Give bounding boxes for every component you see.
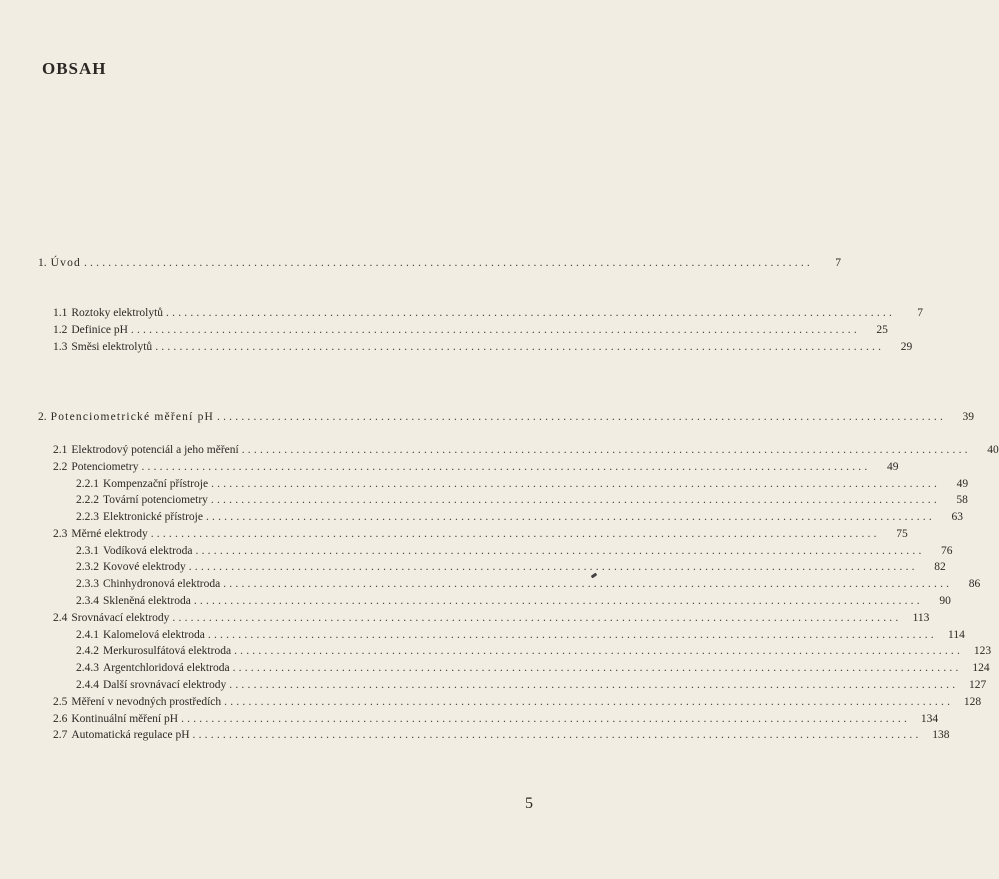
- toc-num: 2.4.4: [76, 679, 99, 691]
- toc-num: 2.3: [53, 528, 68, 540]
- toc-num: 2.5: [53, 696, 68, 708]
- toc-title: Vodíková elektroda: [103, 545, 193, 557]
- toc-title: Definice pH: [71, 324, 128, 336]
- toc-num: 1.1: [53, 307, 68, 319]
- toc-page: 124: [972, 662, 990, 674]
- toc-page: 75: [896, 528, 908, 540]
- dot-leader: ........................................................................................................................: [83, 257, 813, 269]
- toc-num: 2.3.2: [76, 561, 99, 573]
- toc-num: 2.3.3: [76, 578, 99, 590]
- toc-title: Kontinuální měření pH: [71, 713, 179, 725]
- contents-heading: OBSAH: [42, 59, 107, 78]
- toc-entry-2-6: [53, 711, 939, 727]
- toc-entry-2-2-3: [76, 509, 963, 525]
- toc-entry-2-3-3: [76, 576, 981, 592]
- toc-num: 2.4: [53, 612, 68, 624]
- toc-page: 123: [973, 645, 992, 657]
- toc-entry-2-4-2: [76, 643, 992, 659]
- dot-leader: ........................................................................................................................: [155, 341, 885, 353]
- toc-entry-2-4: [53, 610, 930, 626]
- dot-leader: ........................................................................................................................: [223, 578, 953, 590]
- dot-leader: ........................................................................................................................: [229, 679, 959, 691]
- toc-title: Kalomelová elektroda: [103, 629, 205, 641]
- toc-num: 2.4.3: [76, 662, 99, 674]
- toc-page: 128: [963, 696, 982, 708]
- dot-leader: ........................................................................................................................: [141, 461, 871, 473]
- toc-title: Skleněná elektroda: [103, 595, 191, 607]
- toc-page: 49: [956, 478, 969, 490]
- toc-num: 1.: [38, 257, 47, 269]
- toc-num: 2.1: [53, 444, 68, 456]
- toc-title: Automatická regulace pH: [71, 729, 190, 741]
- dot-leader: ........................................................................................................................: [166, 307, 896, 319]
- toc-num: 2.7: [53, 729, 68, 741]
- toc-title: Elektronické přístroje: [103, 511, 203, 523]
- toc-num: 2.6: [53, 713, 68, 725]
- toc-entry-1-2: [53, 322, 888, 338]
- dot-leader: ........................................................................................................................: [181, 713, 911, 725]
- toc-page: 86: [968, 578, 981, 590]
- toc-page: 39: [962, 411, 975, 423]
- toc-title: Potenciometrické měření pH: [50, 411, 215, 423]
- toc-chapter-2: [38, 409, 975, 425]
- toc-title: Měrné elektrody: [71, 528, 148, 540]
- toc-entry-2-2-1: [76, 476, 969, 492]
- toc-entry-2-7: [53, 727, 950, 743]
- toc-title: Potenciometry: [71, 461, 139, 473]
- toc-entry-2-3-2: [76, 559, 946, 575]
- toc-entry-2-3-1: [76, 543, 953, 559]
- toc-title: Směsi elektrolytů: [71, 341, 153, 353]
- toc-page: 7: [835, 257, 841, 269]
- toc-num: 2.3.4: [76, 595, 99, 607]
- toc-page: 29: [900, 341, 913, 353]
- toc-num: 2.2.1: [76, 478, 99, 490]
- toc-page: 76: [941, 545, 953, 557]
- toc-num: 2.: [38, 411, 47, 423]
- dot-leader: ........................................................................................................................: [150, 528, 880, 540]
- dot-leader: ........................................................................................................................: [211, 478, 941, 490]
- toc-page: 49: [886, 461, 899, 473]
- dot-leader: ........................................................................................................................: [172, 612, 902, 624]
- toc-entry-1-3: [53, 339, 913, 355]
- toc-entry-2-2: [53, 459, 899, 475]
- toc-num: 2.2.2: [76, 494, 99, 506]
- toc-page: 127: [969, 679, 987, 691]
- dot-leader: ........................................................................................................................: [234, 645, 964, 657]
- toc-title: Kovové elektrody: [103, 561, 186, 573]
- toc-entry-2-5: [53, 694, 982, 710]
- toc-title: Tovární potenciometry: [103, 494, 208, 506]
- dot-leader: ........................................................................................................................: [241, 444, 971, 456]
- toc-title: Chinhydronová elektroda: [103, 578, 221, 590]
- dot-leader: ........................................................................................................................: [130, 324, 860, 336]
- toc-entry-2-3: [53, 526, 908, 542]
- toc-num: 1.3: [53, 341, 68, 353]
- dot-leader: ........................................................................................................................: [205, 511, 935, 523]
- toc-num: 2.2: [53, 461, 68, 473]
- toc-title: Elektrodový potenciál a jeho měření: [71, 444, 239, 456]
- toc-page: 63: [951, 511, 963, 523]
- toc-num: 2.4.1: [76, 629, 99, 641]
- dot-leader: ........................................................................................................................: [224, 696, 954, 708]
- dot-leader: ........................................................................................................................: [207, 629, 937, 641]
- toc-num: 1.2: [53, 324, 68, 336]
- toc-title: Úvod: [50, 257, 81, 269]
- toc-page: 40: [987, 444, 999, 456]
- toc-page: 58: [956, 494, 968, 506]
- toc-page: 138: [932, 729, 950, 741]
- toc-title: Srovnávací elektrody: [71, 612, 170, 624]
- dot-leader: ........................................................................................................................: [232, 662, 962, 674]
- toc-num: 2.3.1: [76, 545, 99, 557]
- toc-title: Další srovnávací elektrody: [103, 679, 227, 691]
- toc-title: Měření v nevodných prostředích: [71, 696, 222, 708]
- dot-leader: ........................................................................................................................: [188, 561, 918, 573]
- toc-page: 134: [920, 713, 939, 725]
- toc-title: Merkurosulfátová elektroda: [103, 645, 232, 657]
- toc-entry-2-4-4: [76, 677, 987, 693]
- dot-leader: ........................................................................................................................: [192, 729, 922, 741]
- toc-num: 2.4.2: [76, 645, 99, 657]
- toc-chapter-1: [38, 255, 841, 271]
- toc-entry-2-1: [53, 442, 999, 458]
- toc-page: 7: [917, 307, 924, 319]
- dot-leader: ........................................................................................................................: [210, 494, 940, 506]
- toc-entry-2-3-4: [76, 593, 951, 609]
- toc-page: 90: [939, 595, 951, 607]
- page-number: 5: [525, 795, 533, 812]
- dot-leader: ........................................................................................................................: [195, 545, 925, 557]
- toc-title: Kompenzační přístroje: [103, 478, 209, 490]
- toc-entry-2-4-1: [76, 627, 965, 643]
- dot-leader: ........................................................................................................................: [217, 411, 947, 423]
- toc-page: 25: [876, 324, 888, 336]
- toc-title: Argentchloridová elektroda: [103, 662, 230, 674]
- toc-num: 2.2.3: [76, 511, 99, 523]
- toc-entry-2-2-2: [76, 492, 968, 508]
- dot-leader: ........................................................................................................................: [193, 595, 923, 607]
- toc-entry-1-1: [53, 305, 924, 321]
- toc-title: Roztoky elektrolytů: [71, 307, 164, 319]
- toc-page: 82: [934, 561, 946, 573]
- toc-page: 114: [948, 629, 965, 641]
- toc-page: 113: [912, 612, 930, 624]
- toc-entry-2-4-3: [76, 660, 990, 676]
